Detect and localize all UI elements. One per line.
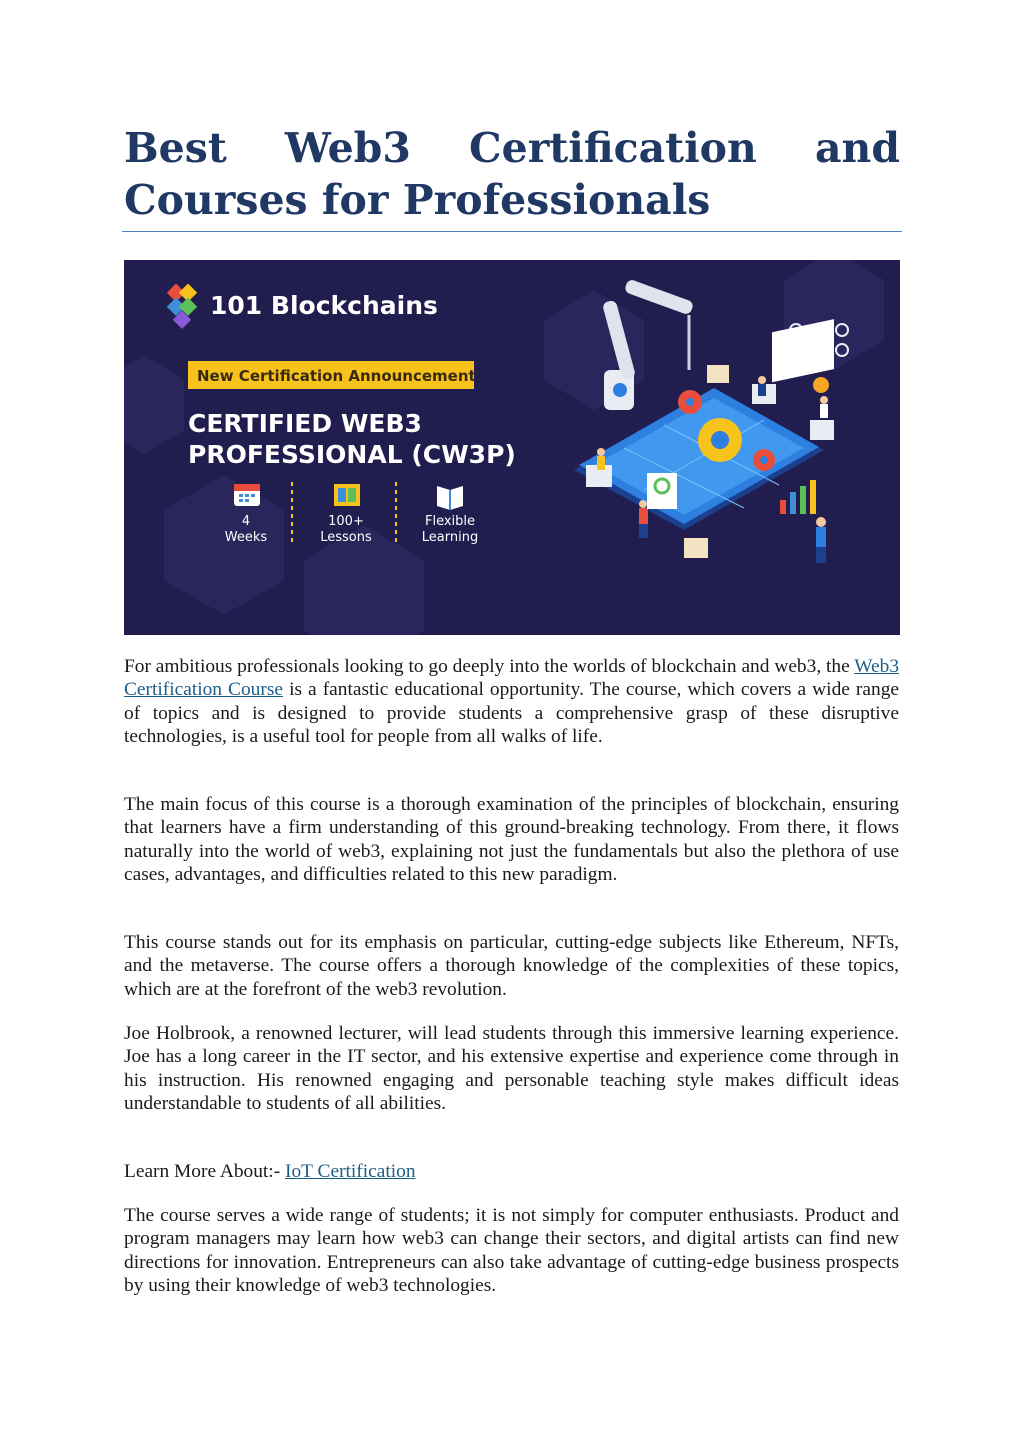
feature-lessons-label: Lessons [320,530,372,545]
person-icon [816,517,826,563]
analytics-panel-icon [647,473,677,509]
feature-flexible-value: Flexible [424,514,476,529]
paragraph-topics: This course stands out for its emphasis on particular, cutting-edge subjects like Ethereum, NFTs, and the metaverse. The course offers a thorough knowledge of the complexities of these topics, which are at the forefront of the web3 revolution. [124,932,899,1000]
person-icon [597,448,605,470]
gear-icon [698,418,742,462]
learn-more-line [124,1160,899,1183]
lessons-icon [334,484,360,506]
feature-weeks-value: 4 [241,514,251,529]
gear-icon [753,449,775,471]
intro-text-end: is a fantastic educational opportunity. The course, which covers a wide range of topics and is designed to provide students a comprehensive grasp of these disruptive technologies, is a useful tool for people from all walks of life. [124,679,899,748]
person-icon [820,396,828,418]
person-icon [758,376,766,396]
calendar-icon [234,484,260,506]
feature-lessons-value: 100+ [328,514,364,529]
feature-weeks-label: Weeks [224,530,268,545]
gear-icon [813,377,829,393]
title-underline [122,231,902,232]
package-icon [707,365,729,383]
learn-more-label: Learn More About:- [124,1161,281,1182]
headline-line2: PROFESSIONAL (CW3P) [188,440,516,469]
web3-certification-course-link[interactable]: Web3 Certification Course [124,656,900,701]
gear-icon [678,390,702,414]
paragraph-audience: The course serves a wide range of students; it is not simply for computer enthusiasts. Product and program managers may learn how web3 can change their sectors, and digital artists can find new directions for innovation. Entrepreneurs can also take advantage of cutting-edge business prospects by using their knowledge of web3 technologies. [124,1205,899,1297]
headline-line1: CERTIFIED WEB3 [188,409,422,438]
hero-banner [124,260,900,635]
brand-name: 101 Blockchains [210,291,438,320]
announcement-label: New Certification Announcement [197,367,476,385]
page-title: Best Web3 Certification and Courses for Professionals [124,124,900,224]
paragraph-instructor: Joe Holbrook, a renowned lecturer, will lead students through this immersive learning experience. Joe has a long career in the IT sector, and his extensive expertise and experience come through in his instruction. His renowned engaging and personable teaching style makes difficult ideas understandable to students of all abilities. [124,1023,899,1115]
paragraph-intro [124,655,899,749]
paragraph-main-focus: The main focus of this course is a thorough examination of the principles of blockchain, ensuring that learners have a firm understanding of this ground-breaking technology. From there, it flows naturally into the world of web3, explaining not just the fundamentals but also the plethora of use cases, advantages, and difficulties related to this new paradigm. [124,794,899,886]
intro-text-start: For ambitious professionals looking to go deeply into the worlds of blockchain and web3, the [124,656,850,677]
pedestal-icon [810,420,834,440]
iot-certification-link[interactable]: IoT Certification [285,1161,416,1182]
banner-graphic [124,260,900,635]
package-icon [684,538,708,558]
feature-flexible-label: Learning [421,530,479,545]
